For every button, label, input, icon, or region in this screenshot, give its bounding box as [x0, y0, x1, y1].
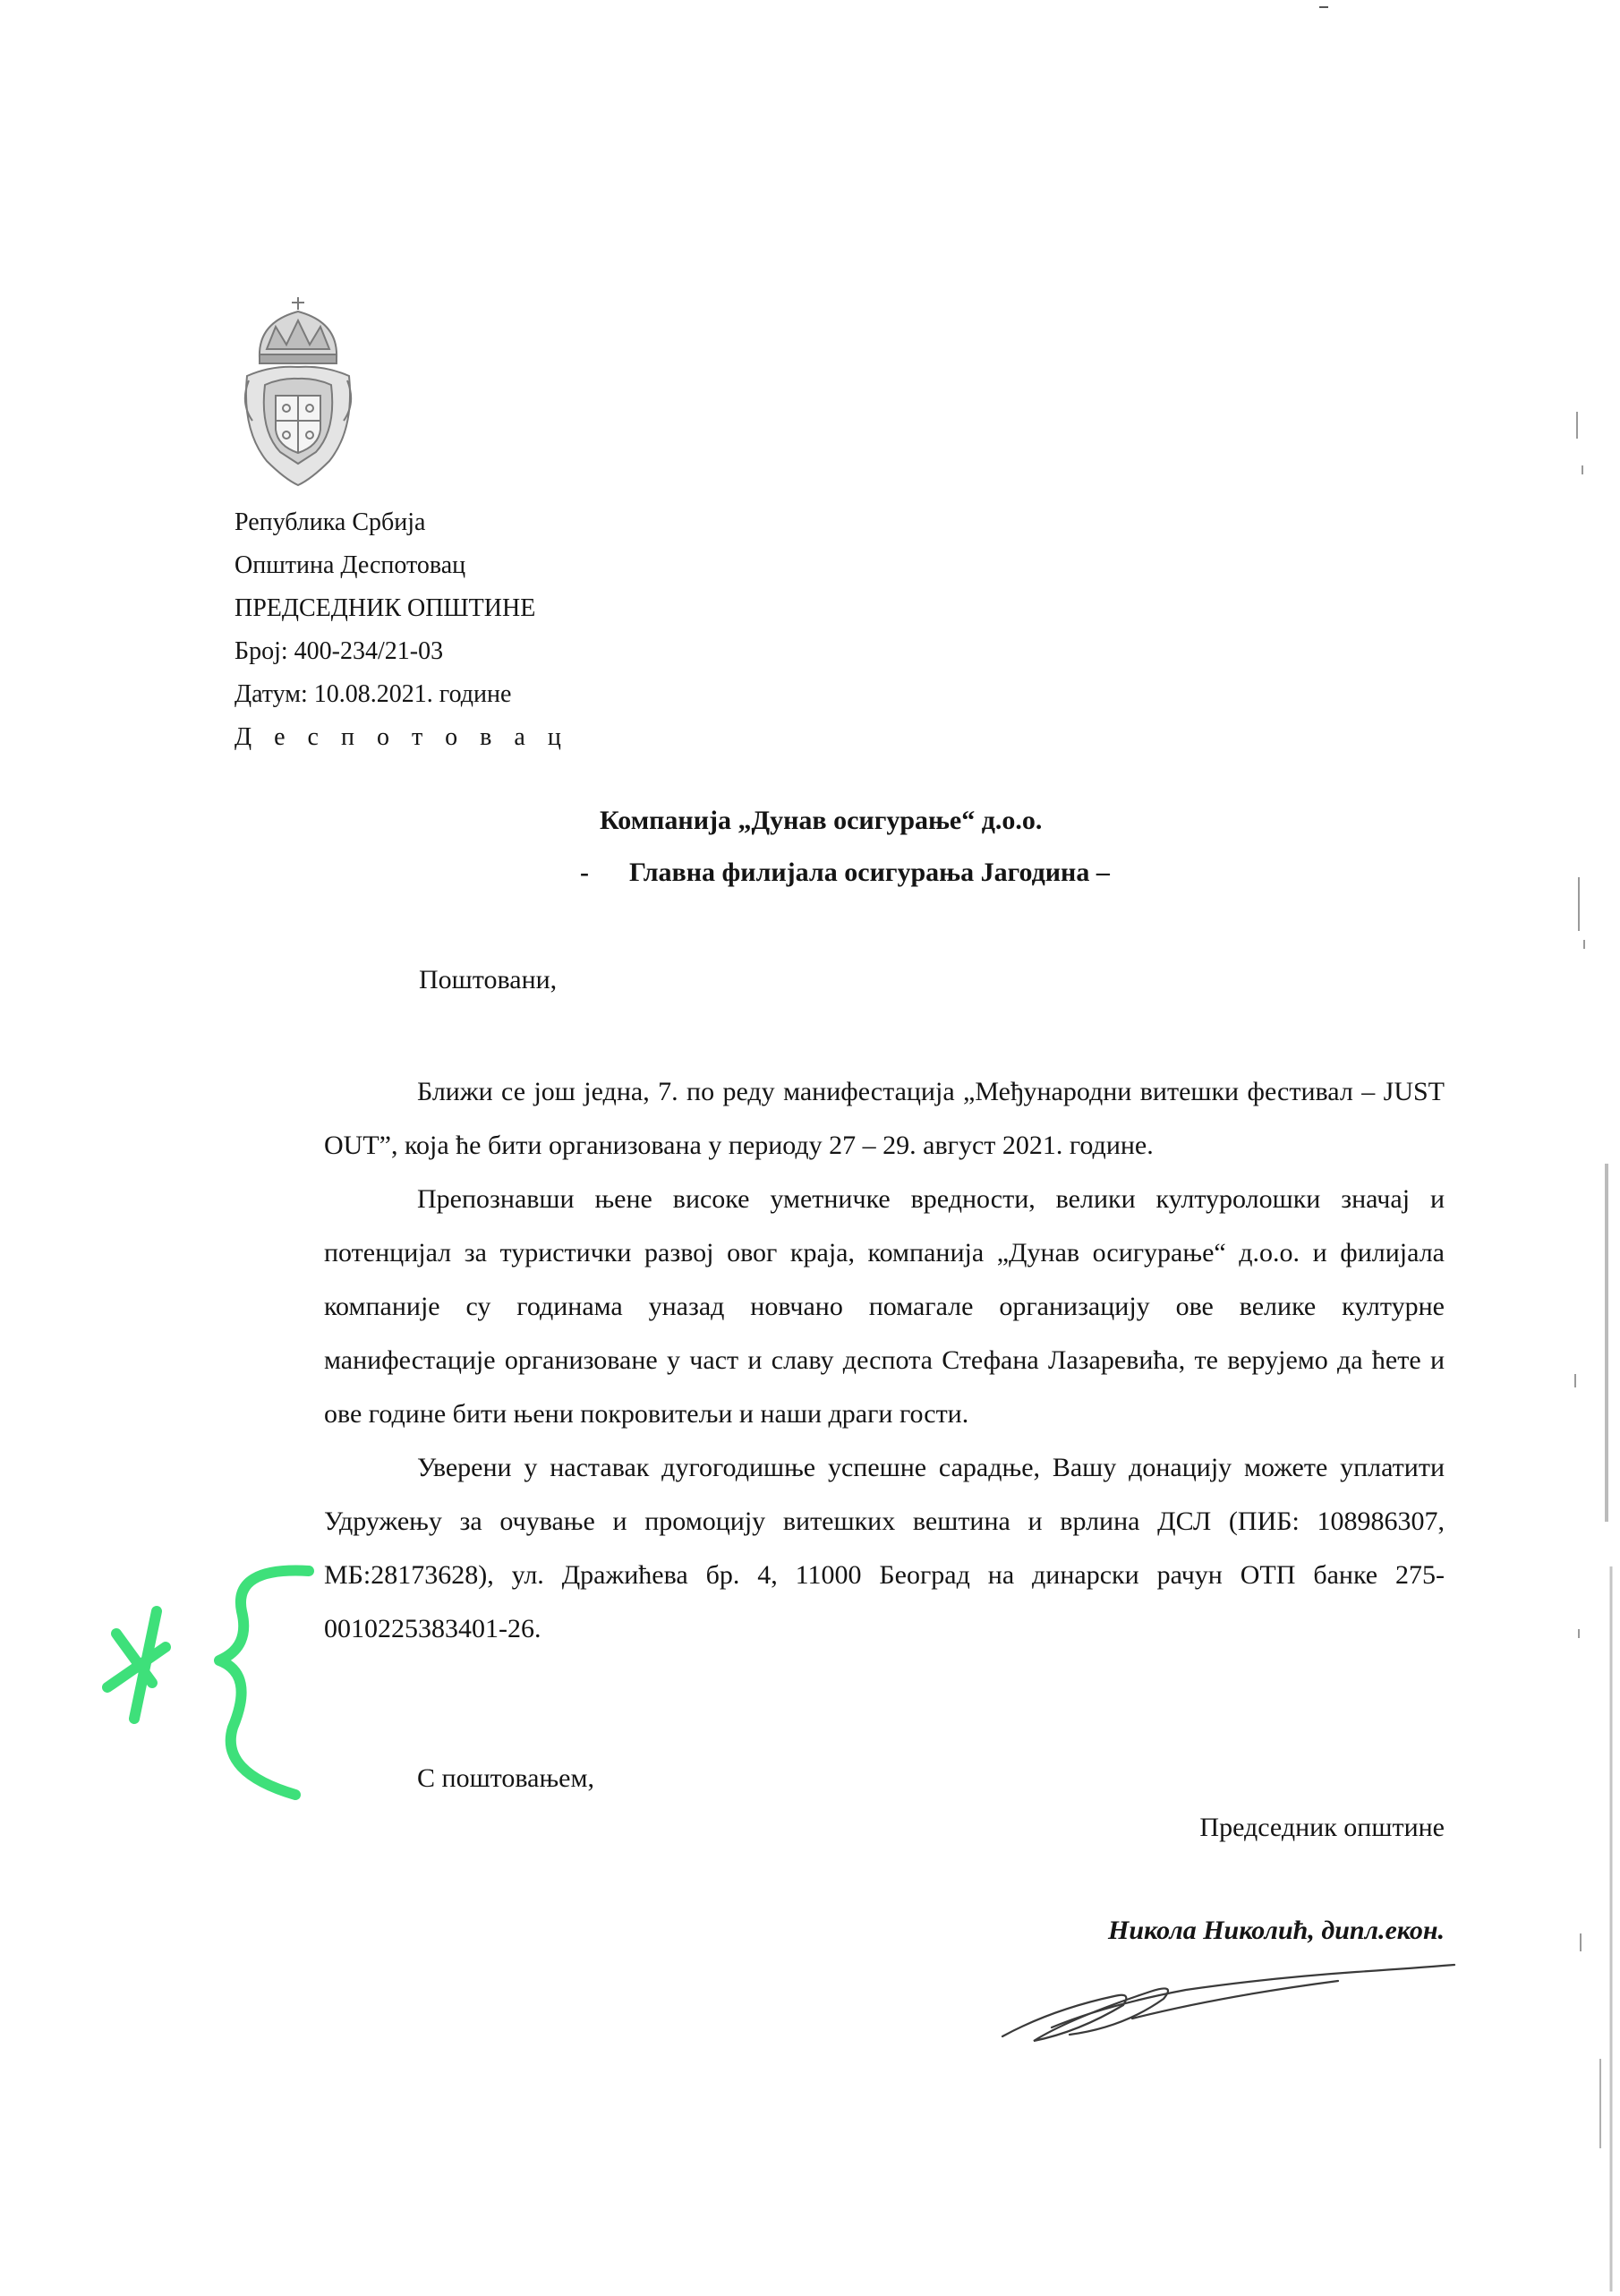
body-paragraph-3: Уверени у наставак дугогодишње успешне сарадње, Вашу донацију можете уплатити Удружењу за очување и промоцију витешких вештина и врлина ДСЛ (ПИБ: 108986307, МБ:28173628), ул. Дражићева бр. 4, 11000 Београд на динарски рачун ОТП банке 275-0010225383401-26.	[324, 1453, 1445, 1643]
scan-mark	[1316, 0, 1334, 13]
body-paragraph-2: Препознавши њене високе уметничке вредности, велики културолошки значај и потенцијал за туристички развој овог краја, компанија „Дунав осигурање“ д.о.о. и филијала компаније су годинама уназад новчано помагале организацију ове велике културне манифестације организоване у част и славу деспота Стефана Лазаревића, те верујемо да ћете и ове године бити њени покровитељи и наши драги гости.	[324, 1184, 1445, 1429]
document-number: Број: 400-234/21-03	[234, 637, 444, 665]
office-line: ПРЕДСЕДНИК ОПШТИНЕ	[234, 594, 536, 622]
recipient-dash: -	[580, 858, 589, 887]
coat-of-arms-icon	[240, 295, 356, 488]
signatory-name: Никола Николић, дипл.екон.	[1107, 1916, 1445, 1945]
signatory-title: Председник општине	[1199, 1813, 1445, 1842]
country-line: Република Србија	[234, 508, 426, 536]
recipient-branch-line	[580, 858, 1110, 888]
municipality-line: Општина Деспотовац	[234, 551, 466, 579]
sender-header	[234, 501, 569, 759]
greeting: Поштовани,	[419, 965, 558, 994]
scan-edge-artifacts	[1557, 358, 1620, 2292]
handwritten-signature	[998, 1956, 1463, 2050]
body-paragraph-1: Ближи се још једна, 7. по реду манифестација „Међународни витешки фестивал – JUST OUT”, која ће бити организована у периоду 27 – 29. август 2021. године.	[324, 1077, 1445, 1160]
letter-body	[324, 1065, 1445, 1656]
document-date: Датум: 10.08.2021. године	[234, 680, 512, 708]
recipient-company: Компанија „Дунав осигурање“ д.о.о.	[600, 806, 1043, 835]
closing: С поштовањем,	[417, 1763, 594, 1793]
green-annotation-mark	[98, 1549, 331, 1808]
city-line: Д е с п о т о в а ц	[234, 723, 569, 751]
recipient-branch: Главна филијала осигурања Јагодина –	[629, 858, 1110, 887]
